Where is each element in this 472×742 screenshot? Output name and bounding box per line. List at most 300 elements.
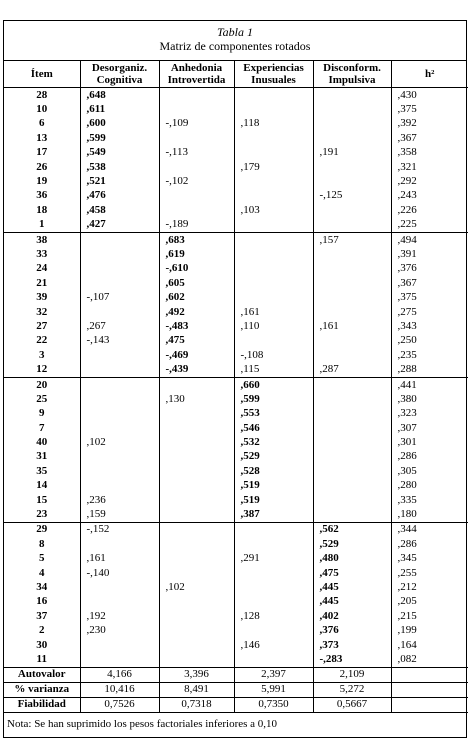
loading-cell: -,107 (80, 290, 159, 304)
loading-cell: ,599 (234, 392, 313, 406)
item-cell: 6 (39, 117, 45, 130)
loading-cell (234, 247, 313, 261)
loading-cell (159, 88, 234, 103)
table-row (4, 348, 468, 362)
loading-cell (80, 348, 159, 362)
loading-cell (159, 435, 234, 449)
table-caption (4, 21, 466, 61)
loading-cell: ,562 (313, 522, 391, 537)
table-row (4, 146, 468, 160)
loading-cell: ,529 (234, 450, 313, 464)
loading-cell (313, 421, 391, 435)
loading-cell (313, 334, 391, 348)
item-cell: 1 (4, 218, 80, 233)
loading-cell (234, 652, 313, 667)
loading-cell: ,286 (391, 537, 468, 551)
table-row (4, 464, 468, 478)
loading-cell: ,367 (391, 276, 468, 290)
loading-cell (159, 522, 234, 537)
item-cell: 9 (39, 407, 45, 420)
loading-cell: ,529 (313, 537, 391, 551)
loading-cell (313, 247, 391, 261)
loading-cell: ,402 (313, 609, 391, 623)
loading-cell: ,161 (313, 319, 391, 333)
table-row (4, 362, 468, 377)
loading-cell: ,118 (234, 117, 313, 131)
item-cell: 8 (39, 537, 45, 550)
item-cell: 10 (36, 103, 48, 116)
item-cell: 2 (39, 624, 45, 637)
loading-cell (313, 102, 391, 116)
loading-cell: ,280 (391, 479, 468, 493)
loading-cell: ,250 (391, 334, 468, 348)
loading-cell (313, 290, 391, 304)
item-cell: 14 (36, 479, 48, 492)
summary-label: Fiabilidad (4, 697, 80, 712)
loading-cell (313, 305, 391, 319)
summary-value: 5,272 (313, 682, 391, 697)
table-row (4, 102, 468, 116)
loading-cell: ,321 (391, 160, 468, 174)
table-row (4, 479, 468, 493)
loading-cell: ,225 (391, 218, 468, 233)
loading-cell: -,152 (80, 522, 159, 537)
item-cell: 27 (36, 319, 48, 332)
item-cell: 40 (36, 436, 48, 449)
summary-row (4, 667, 468, 682)
loading-cell: ,255 (391, 566, 468, 580)
loading-cell (234, 537, 313, 551)
loading-cell: ,648 (80, 88, 159, 103)
loading-cell: ,236 (80, 493, 159, 507)
item-cell: 15 (36, 493, 48, 506)
loading-cell (80, 262, 159, 276)
table-row (4, 421, 468, 435)
loading-cell (234, 88, 313, 103)
loading-cell (159, 450, 234, 464)
table-row (4, 638, 468, 652)
loading-cell: ,519 (234, 493, 313, 507)
table-row (4, 262, 468, 276)
summary-value: 5,991 (234, 682, 313, 697)
item-cell: 16 (36, 595, 48, 608)
summary-value: 3,396 (159, 667, 234, 682)
loading-cell: ,367 (391, 131, 468, 145)
item-cell: 12 (4, 362, 80, 377)
loading-cell (159, 189, 234, 203)
loading-cell (313, 117, 391, 131)
item-cell: 28 (36, 88, 48, 101)
loading-cell (80, 421, 159, 435)
loading-cell: ,549 (80, 146, 159, 160)
loading-cell: ,611 (80, 102, 159, 116)
loading-cell (159, 595, 234, 609)
table-row (4, 450, 468, 464)
loading-cell (159, 566, 234, 580)
loading-cell: -,610 (159, 262, 234, 276)
table-summary (4, 667, 468, 712)
loading-cell (159, 623, 234, 637)
summary-row (4, 682, 468, 697)
loading-cell: ,475 (313, 566, 391, 580)
loading-cell: ,391 (391, 247, 468, 261)
loading-cell: -,189 (159, 218, 234, 233)
table-row (4, 160, 468, 174)
table-note: Nota: Se han suprimido los pesos factoriales inferiores a 0,10 (7, 717, 278, 730)
loading-cell: ,205 (391, 595, 468, 609)
loading-cell: ,358 (391, 146, 468, 160)
loading-cell: ,230 (80, 623, 159, 637)
loading-cell: ,441 (391, 377, 468, 392)
loading-cell: ,082 (391, 652, 468, 667)
loading-cell: ,103 (234, 203, 313, 217)
loading-cell: ,521 (80, 174, 159, 188)
loading-cell (313, 174, 391, 188)
loading-cell: ,553 (234, 407, 313, 421)
loading-cell (313, 407, 391, 421)
loading-cell: ,494 (391, 232, 468, 247)
loading-cell (80, 305, 159, 319)
loading-cell (313, 348, 391, 362)
table-row (4, 392, 468, 406)
summary-row (4, 697, 468, 712)
loading-cell: ,480 (313, 552, 391, 566)
summary-label: % varianza (4, 682, 80, 697)
summary-value: 4,166 (80, 667, 159, 682)
table-row (4, 580, 468, 594)
table-row (4, 189, 468, 203)
loading-cell: ,267 (80, 319, 159, 333)
loading-cell: ,291 (234, 552, 313, 566)
loading-cell (313, 377, 391, 392)
loading-cell: ,375 (391, 290, 468, 304)
loading-cell: ,376 (313, 623, 391, 637)
summary-value: 10,416 (80, 682, 159, 697)
table-row (4, 652, 468, 667)
item-cell: 25 (36, 392, 48, 405)
loading-cell (159, 609, 234, 623)
table-row (4, 276, 468, 290)
loading-cell: ,161 (234, 305, 313, 319)
table-row (4, 174, 468, 188)
item-cell: 26 (36, 160, 48, 173)
loading-cell (80, 247, 159, 261)
loading-cell: ,307 (391, 421, 468, 435)
loading-cell: -,109 (159, 117, 234, 131)
loading-cell (234, 522, 313, 537)
loading-cell: ,130 (159, 392, 234, 406)
item-cell: 19 (36, 175, 48, 188)
loading-cell: ,538 (80, 160, 159, 174)
loading-cell (80, 407, 159, 421)
loading-cell (80, 595, 159, 609)
table-row (4, 334, 468, 348)
loading-cell (313, 493, 391, 507)
loading-cell: ,427 (80, 218, 159, 233)
loading-cell: ,288 (391, 362, 468, 377)
table-row (4, 609, 468, 623)
item-cell: 36 (36, 189, 48, 202)
item-cell: 23 (4, 507, 80, 522)
summary-value: 2,109 (313, 667, 391, 682)
table-row (4, 203, 468, 217)
loading-cell (80, 392, 159, 406)
loading-cell: ,375 (391, 102, 468, 116)
loading-cell (234, 131, 313, 145)
header-experiencias: Experiencias Inusuales (234, 61, 313, 88)
table-row (4, 131, 468, 145)
loading-cell (234, 580, 313, 594)
table-row (4, 552, 468, 566)
loading-cell (159, 479, 234, 493)
loading-cell: -,102 (159, 174, 234, 188)
summary-value: 0,7318 (159, 697, 234, 712)
loading-cell: ,243 (391, 189, 468, 203)
loading-cell: ,344 (391, 522, 468, 537)
table-row (4, 232, 468, 247)
table-row (4, 88, 468, 103)
loading-cell (234, 218, 313, 233)
loading-cell (313, 218, 391, 233)
loading-cell: ,600 (80, 117, 159, 131)
item-cell: 35 (36, 464, 48, 477)
loading-cell (159, 203, 234, 217)
loading-cell (313, 464, 391, 478)
loading-cell (80, 232, 159, 247)
loading-cell (234, 290, 313, 304)
item-cell: 39 (36, 291, 48, 304)
loading-cell (80, 652, 159, 667)
item-cell: 22 (36, 334, 48, 347)
header-row (4, 61, 468, 88)
loading-cell: -,125 (313, 189, 391, 203)
loading-cell: ,287 (313, 362, 391, 377)
loading-cell: ,164 (391, 638, 468, 652)
table-subtitle: Matriz de componentes rotados (159, 39, 311, 53)
loading-cell (313, 392, 391, 406)
loading-cell (313, 507, 391, 522)
loading-cell: ,660 (234, 377, 313, 392)
item-cell: 11 (4, 652, 80, 667)
loading-cell (80, 638, 159, 652)
loading-cell: ,323 (391, 407, 468, 421)
loading-cell: -,439 (159, 362, 234, 377)
item-cell: 20 (36, 378, 48, 391)
table-row (4, 117, 468, 131)
loading-cell (234, 102, 313, 116)
loading-cell: ,180 (391, 507, 468, 522)
loading-cell (159, 552, 234, 566)
table-frame (3, 20, 467, 738)
loading-cell (159, 493, 234, 507)
loading-cell (159, 131, 234, 145)
loading-cell: ,226 (391, 203, 468, 217)
loading-cell: ,335 (391, 493, 468, 507)
loading-cell: ,102 (159, 580, 234, 594)
loading-cell (159, 407, 234, 421)
loading-cell: ,387 (234, 507, 313, 522)
loadings-table (4, 61, 468, 713)
loading-cell (313, 131, 391, 145)
loading-cell: ,305 (391, 464, 468, 478)
loading-cell (313, 479, 391, 493)
item-cell: 4 (39, 566, 45, 579)
loading-cell (159, 377, 234, 392)
loading-cell: ,528 (234, 464, 313, 478)
loading-cell: -,283 (313, 652, 391, 667)
loading-cell: ,292 (391, 174, 468, 188)
loading-cell: ,476 (80, 189, 159, 203)
item-cell: 38 (36, 233, 48, 246)
loading-cell: ,215 (391, 609, 468, 623)
loading-cell: ,475 (159, 334, 234, 348)
loading-cell: ,115 (234, 362, 313, 377)
loading-cell: ,492 (159, 305, 234, 319)
table-row (4, 247, 468, 261)
header-item: Ítem (4, 61, 80, 88)
loading-cell: ,532 (234, 435, 313, 449)
loading-cell: ,161 (80, 552, 159, 566)
loading-cell: -,469 (159, 348, 234, 362)
loading-cell (313, 262, 391, 276)
loading-cell (159, 638, 234, 652)
summary-value: 0,7350 (234, 697, 313, 712)
loading-cell (80, 362, 159, 377)
loading-cell (313, 160, 391, 174)
loading-cell (313, 276, 391, 290)
loading-cell (80, 479, 159, 493)
loading-cell: ,301 (391, 435, 468, 449)
loading-cell: ,102 (80, 435, 159, 449)
loading-cell: ,157 (313, 232, 391, 247)
loading-cell: ,430 (391, 88, 468, 103)
loading-cell (313, 203, 391, 217)
summary-label: Autovalor (4, 667, 80, 682)
loading-cell: -,143 (80, 334, 159, 348)
table-row (4, 290, 468, 304)
loading-cell: ,546 (234, 421, 313, 435)
loading-cell: ,286 (391, 450, 468, 464)
table-row (4, 305, 468, 319)
table-row (4, 435, 468, 449)
summary-value (391, 682, 468, 697)
item-cell: 21 (36, 276, 48, 289)
loading-cell: ,192 (80, 609, 159, 623)
summary-value (391, 697, 468, 712)
table-row (4, 493, 468, 507)
loading-cell (234, 595, 313, 609)
table-row (4, 507, 468, 522)
loading-cell: ,373 (313, 638, 391, 652)
loading-cell (80, 276, 159, 290)
loading-cell (313, 435, 391, 449)
item-cell: 17 (36, 146, 48, 159)
item-cell: 31 (36, 450, 48, 463)
loading-cell (234, 262, 313, 276)
loading-cell: ,445 (313, 595, 391, 609)
loading-cell: ,191 (313, 146, 391, 160)
loading-cell: -,108 (234, 348, 313, 362)
loading-cell (313, 450, 391, 464)
item-cell: 3 (39, 348, 45, 361)
item-cell: 13 (36, 131, 48, 144)
loading-cell (313, 88, 391, 103)
loading-cell: ,212 (391, 580, 468, 594)
loading-cell: -,483 (159, 319, 234, 333)
item-cell: 37 (36, 609, 48, 622)
table-row (4, 566, 468, 580)
table-body (4, 88, 468, 668)
loading-cell (80, 450, 159, 464)
item-cell: 30 (36, 638, 48, 651)
table-row (4, 377, 468, 392)
table-title: Tabla 1 (217, 25, 253, 39)
loading-cell: ,602 (159, 290, 234, 304)
loading-cell: -,140 (80, 566, 159, 580)
table-row (4, 623, 468, 637)
loading-cell: ,159 (80, 507, 159, 522)
loading-cell (234, 566, 313, 580)
table-row (4, 218, 468, 233)
loading-cell: ,445 (313, 580, 391, 594)
loading-cell: ,179 (234, 160, 313, 174)
loading-cell (234, 232, 313, 247)
loading-cell: ,146 (234, 638, 313, 652)
loading-cell: ,128 (234, 609, 313, 623)
loading-cell (80, 464, 159, 478)
loading-cell: ,376 (391, 262, 468, 276)
loading-cell: ,458 (80, 203, 159, 217)
table-row (4, 595, 468, 609)
loading-cell (159, 652, 234, 667)
loading-cell: ,392 (391, 117, 468, 131)
loading-cell (234, 276, 313, 290)
loading-cell (234, 146, 313, 160)
summary-value: 2,397 (234, 667, 313, 682)
table-row (4, 537, 468, 551)
loading-cell (159, 464, 234, 478)
loading-cell: ,599 (80, 131, 159, 145)
loading-cell: ,199 (391, 623, 468, 637)
header-anhedonia: Anhedonia Introvertida (159, 61, 234, 88)
item-cell: 7 (39, 421, 45, 434)
table-row (4, 319, 468, 333)
loading-cell: ,345 (391, 552, 468, 566)
item-cell: 5 (39, 552, 45, 565)
item-cell: 34 (36, 580, 48, 593)
item-cell: 29 (36, 523, 48, 536)
loading-cell: ,683 (159, 232, 234, 247)
summary-value: 8,491 (159, 682, 234, 697)
loading-cell: ,235 (391, 348, 468, 362)
table-row (4, 522, 468, 537)
loading-cell: ,380 (391, 392, 468, 406)
loading-cell (159, 507, 234, 522)
loading-cell: ,343 (391, 319, 468, 333)
loading-cell (159, 421, 234, 435)
loading-cell (80, 537, 159, 551)
summary-value: 0,7526 (80, 697, 159, 712)
item-cell: 32 (36, 305, 48, 318)
loading-cell: ,605 (159, 276, 234, 290)
item-cell: 33 (36, 247, 48, 260)
loading-cell (234, 189, 313, 203)
table-row (4, 407, 468, 421)
summary-value: 0,5667 (313, 697, 391, 712)
loading-cell (234, 174, 313, 188)
item-cell: 24 (36, 262, 48, 275)
loading-cell (80, 580, 159, 594)
